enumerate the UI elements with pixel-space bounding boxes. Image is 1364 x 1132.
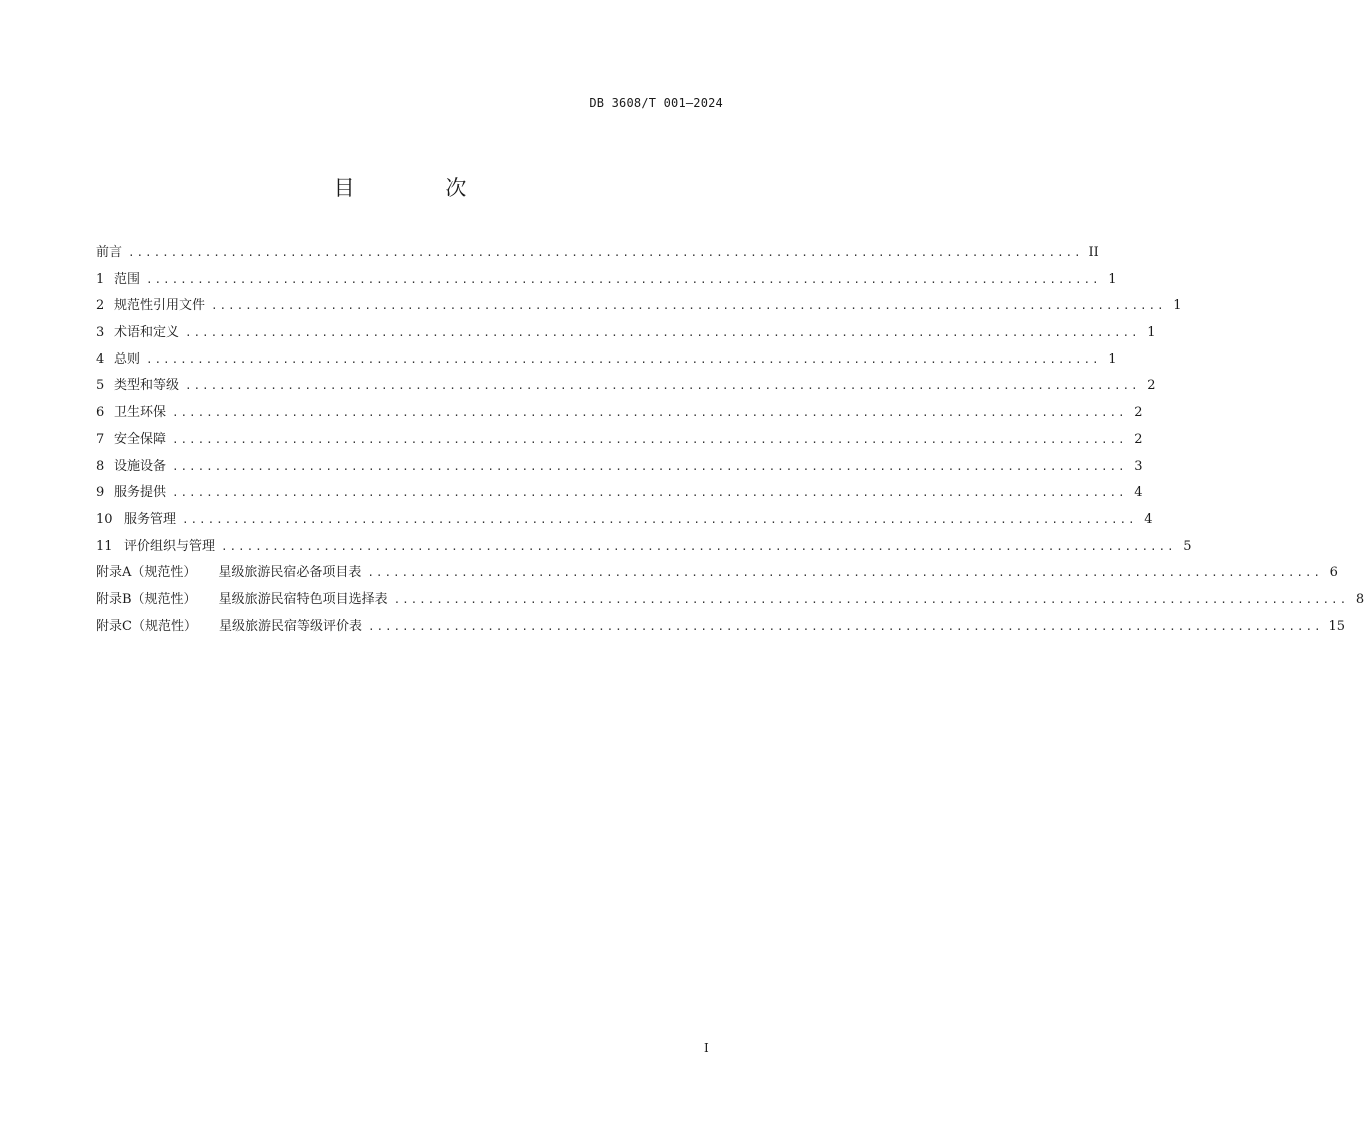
toc-entry-5[interactable] bbox=[96, 373, 1156, 400]
dot-leader: ................................................................................................................ bbox=[211, 299, 1166, 313]
toc-entry-label: 附录B（规范性） 星级旅游民宿特色项目选择表 bbox=[96, 591, 388, 607]
toc-entry-label: 附录C（规范性） 星级旅游民宿等级评价表 bbox=[96, 618, 362, 634]
toc-page-ref: 2 bbox=[1147, 378, 1156, 394]
toc-page-ref: 3 bbox=[1134, 458, 1143, 474]
toc-entry-10[interactable] bbox=[96, 507, 1153, 534]
toc-page-ref: II bbox=[1088, 245, 1099, 260]
toc-page-ref: 15 bbox=[1328, 618, 1346, 634]
toc-page-ref: 1 bbox=[1173, 298, 1182, 314]
toc-page-ref: 4 bbox=[1134, 485, 1143, 501]
toc-entry-label: 2 规范性引用文件 bbox=[96, 298, 206, 314]
toc-page-ref: 1 bbox=[1108, 351, 1117, 367]
toc-entry-label: 前言 bbox=[96, 245, 123, 260]
dot-leader: ................................................................................................................ bbox=[128, 246, 1083, 259]
toc-page-ref: 8 bbox=[1355, 591, 1364, 607]
toc-entry-11[interactable] bbox=[96, 534, 1192, 561]
toc-entry-label: 5 类型和等级 bbox=[96, 378, 180, 394]
toc-entry-annex-b[interactable] bbox=[96, 587, 1364, 614]
toc-entry-7[interactable] bbox=[96, 427, 1143, 454]
toc-entry-label: 4 总则 bbox=[96, 351, 141, 367]
toc-entry-label: 1 范围 bbox=[96, 271, 141, 287]
dot-leader: ................................................................................................................ bbox=[146, 352, 1101, 366]
dot-leader: ................................................................................................................ bbox=[221, 539, 1176, 553]
toc-entry-label: 11 评价组织与管理 bbox=[96, 538, 216, 554]
toc-entry-label: 7 安全保障 bbox=[96, 431, 167, 447]
toc-page-ref: 2 bbox=[1134, 431, 1143, 447]
toc-page-ref: 5 bbox=[1183, 538, 1192, 554]
toc-entry-annex-a[interactable] bbox=[96, 560, 1338, 587]
toc-page-ref: 1 bbox=[1147, 325, 1156, 341]
toc-entry-label: 3 术语和定义 bbox=[96, 325, 180, 341]
toc-page-ref: 1 bbox=[1108, 271, 1117, 287]
table-of-contents bbox=[96, 240, 1364, 640]
toc-entry-8[interactable] bbox=[96, 454, 1143, 481]
dot-leader: ................................................................................................................ bbox=[185, 326, 1140, 340]
dot-leader: ................................................................................................................ bbox=[182, 512, 1137, 526]
dot-leader: ................................................................................................................ bbox=[172, 406, 1127, 420]
document-code: DB 3608/T 001—2024 bbox=[589, 96, 723, 110]
toc-page-ref: 2 bbox=[1134, 405, 1143, 421]
toc-entry-label: 9 服务提供 bbox=[96, 485, 167, 501]
toc-entry-annex-c[interactable] bbox=[96, 614, 1346, 641]
dot-leader: ................................................................................................................ bbox=[172, 459, 1127, 473]
dot-leader: ................................................................................................................ bbox=[185, 379, 1140, 393]
dot-leader: ................................................................................................................ bbox=[146, 272, 1101, 286]
toc-entry-label: 8 设施设备 bbox=[96, 458, 167, 474]
dot-leader: ................................................................................................................ bbox=[367, 566, 1322, 580]
dot-leader: ................................................................................................................ bbox=[367, 619, 1323, 633]
toc-entry-3[interactable] bbox=[96, 320, 1156, 347]
toc-entry-label: 10 服务管理 bbox=[96, 511, 177, 527]
dot-leader: ................................................................................................................ bbox=[172, 486, 1127, 500]
toc-entry-9[interactable] bbox=[96, 480, 1143, 507]
toc-entry-label: 6 卫生环保 bbox=[96, 405, 167, 421]
toc-page-ref: 6 bbox=[1329, 565, 1338, 581]
toc-page-ref: 4 bbox=[1144, 511, 1153, 527]
page-number: I bbox=[704, 1041, 709, 1055]
toc-entry-label: 附录A（规范性） 星级旅游民宿必备项目表 bbox=[96, 565, 362, 581]
toc-entry-foreword[interactable] bbox=[96, 240, 1099, 267]
page-title: 目 次 bbox=[333, 176, 509, 200]
toc-entry-6[interactable] bbox=[96, 400, 1143, 427]
dot-leader: ................................................................................................................ bbox=[393, 592, 1349, 606]
toc-entry-1[interactable] bbox=[96, 267, 1117, 294]
toc-entry-2[interactable] bbox=[96, 293, 1182, 320]
toc-entry-4[interactable] bbox=[96, 347, 1117, 374]
dot-leader: ................................................................................................................ bbox=[172, 432, 1127, 446]
